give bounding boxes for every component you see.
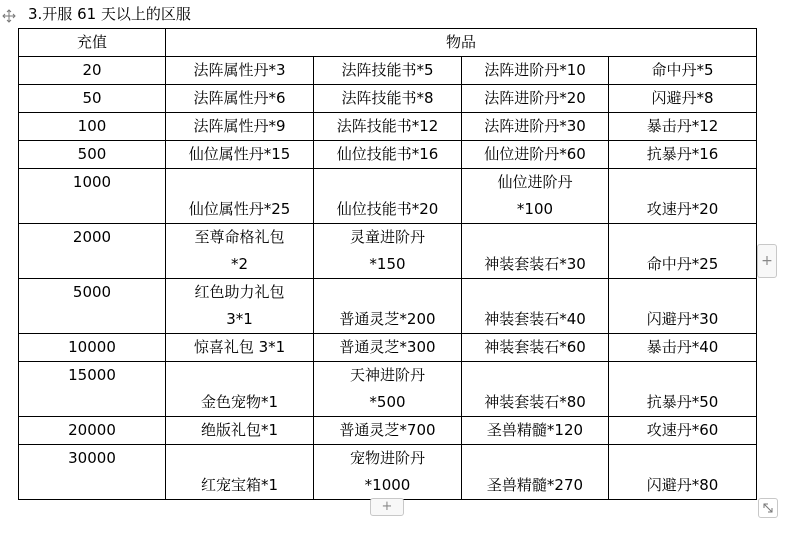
item-text: 圣兽精髓*120 (486, 421, 584, 439)
item-text: 仙位属性丹*15 (188, 145, 291, 163)
item-text: 神装套装石*30 (484, 255, 586, 273)
table-resize-handle[interactable] (758, 498, 778, 518)
item-cell[interactable] (314, 334, 462, 362)
recharge-amount-cell[interactable]: 50 (19, 85, 166, 113)
item-cell-lines (314, 224, 461, 278)
item-text (314, 169, 461, 196)
item-cell[interactable] (166, 57, 314, 85)
item-text: 闪避丹*30 (646, 310, 719, 328)
item-text: 攻速丹*60 (646, 421, 719, 439)
item-cell[interactable] (462, 141, 609, 169)
item-cell[interactable] (609, 224, 757, 279)
item-text: 红色助力礼包 (194, 283, 285, 301)
item-text: 普通灵芝*300 (339, 338, 436, 356)
item-cell-lines (462, 417, 608, 444)
table-move-handle[interactable] (1, 8, 17, 24)
item-cell-lines (166, 113, 313, 140)
item-text: 金色宠物*1 (200, 393, 279, 411)
item-text: 闪避丹*8 (651, 89, 714, 107)
table-row (19, 169, 757, 224)
item-text: 绝版礼包*1 (200, 421, 279, 439)
item-cell-lines (462, 113, 608, 140)
item-cell[interactable] (166, 279, 314, 334)
item-cell-lines (314, 279, 461, 333)
item-cell[interactable] (609, 141, 757, 169)
item-cell-lines (609, 113, 756, 140)
item-cell-lines (462, 85, 608, 112)
table-row (19, 362, 757, 417)
table-row (19, 224, 757, 279)
item-cell[interactable] (609, 445, 757, 500)
table-row (19, 445, 757, 500)
item-cell[interactable] (166, 141, 314, 169)
table-row (19, 113, 757, 141)
item-text (609, 445, 756, 472)
recharge-amount-cell[interactable]: 30000 (19, 445, 166, 500)
item-cell-lines (462, 224, 608, 278)
item-text (462, 224, 608, 251)
item-cell[interactable] (462, 334, 609, 362)
item-cell-lines (462, 279, 608, 333)
add-column-button[interactable]: + (757, 244, 777, 278)
item-cell-lines (166, 224, 313, 278)
item-cell-lines (462, 445, 608, 499)
item-text: 攻速丹*20 (646, 200, 719, 218)
item-text: 命中丹*25 (646, 255, 719, 273)
item-cell[interactable] (462, 169, 609, 224)
item-cell-lines (314, 57, 461, 84)
item-cell[interactable] (609, 113, 757, 141)
item-text: 普通灵芝*700 (339, 421, 436, 439)
recharge-amount-cell[interactable]: 2000 (19, 224, 166, 279)
item-text (314, 279, 461, 306)
table-row (19, 57, 757, 85)
item-text: *1000 (364, 476, 411, 494)
item-cell-lines (462, 362, 608, 416)
item-cell-lines (166, 169, 313, 223)
item-cell-lines (609, 169, 756, 223)
item-text: *150 (369, 255, 406, 273)
item-cell[interactable] (462, 57, 609, 85)
item-text: 神装套装石*60 (484, 338, 586, 356)
item-cell-lines (314, 169, 461, 223)
item-cell[interactable] (314, 279, 462, 334)
item-cell-lines (314, 334, 461, 361)
item-text (166, 362, 313, 389)
item-cell-lines (609, 141, 756, 168)
item-cell[interactable] (166, 113, 314, 141)
item-cell[interactable] (166, 417, 314, 445)
item-cell[interactable] (314, 362, 462, 417)
item-cell-lines (314, 85, 461, 112)
item-cell[interactable] (462, 113, 609, 141)
item-cell[interactable] (462, 85, 609, 113)
header-recharge[interactable]: 充值 (19, 29, 166, 57)
item-cell[interactable] (462, 445, 609, 500)
item-cell[interactable] (609, 417, 757, 445)
item-text: 圣兽精髓*270 (486, 476, 584, 494)
item-text: 法阵属性丹*9 (193, 117, 286, 135)
item-text: 闪避丹*80 (646, 476, 719, 494)
item-text: 宠物进阶丹 (349, 449, 425, 467)
item-cell-lines (314, 417, 461, 444)
move-icon (2, 9, 16, 23)
item-text: 暴击丹*40 (646, 338, 719, 356)
item-text: 法阵技能书*5 (341, 61, 434, 79)
recharge-amount-cell[interactable]: 100 (19, 113, 166, 141)
item-cell[interactable] (314, 57, 462, 85)
item-cell-lines (166, 141, 313, 168)
item-cell[interactable] (314, 113, 462, 141)
item-text: *2 (230, 255, 249, 273)
item-cell[interactable] (314, 85, 462, 113)
item-text: 法阵属性丹*6 (193, 89, 286, 107)
item-cell-lines (609, 57, 756, 84)
item-text: *500 (369, 393, 406, 411)
item-text: 神装套装石*40 (484, 310, 586, 328)
item-cell-lines (609, 334, 756, 361)
item-cell-lines (462, 141, 608, 168)
item-text: 法阵进阶丹*30 (484, 117, 586, 135)
item-cell[interactable] (314, 141, 462, 169)
item-cell-lines (166, 334, 313, 361)
item-text: 法阵进阶丹*10 (484, 61, 586, 79)
item-cell-lines (314, 445, 461, 499)
item-cell[interactable] (462, 417, 609, 445)
item-text (609, 279, 756, 306)
item-text: 3*1 (226, 310, 253, 328)
item-cell[interactable] (166, 169, 314, 224)
item-text: 仙位技能书*20 (336, 200, 439, 218)
item-text: 法阵进阶丹*20 (484, 89, 586, 107)
item-cell-lines (462, 57, 608, 84)
item-text: 天神进阶丹 (349, 366, 425, 384)
section-heading: 3.开服 61 天以上的区服 (28, 5, 191, 23)
item-cell-lines (314, 113, 461, 140)
recharge-amount-cell[interactable]: 20 (19, 57, 166, 85)
item-cell-lines (166, 362, 313, 416)
item-cell-lines (609, 362, 756, 416)
item-cell[interactable] (609, 362, 757, 417)
item-cell-lines (609, 85, 756, 112)
item-text: 法阵技能书*12 (336, 117, 439, 135)
recharge-amount-cell[interactable]: 10000 (19, 334, 166, 362)
item-cell[interactable] (609, 169, 757, 224)
recharge-amount-cell[interactable]: 500 (19, 141, 166, 169)
item-cell[interactable] (462, 279, 609, 334)
item-text: 至尊命格礼包 (194, 228, 285, 246)
item-cell-lines (314, 362, 461, 416)
item-cell-lines (609, 417, 756, 444)
item-text (609, 169, 756, 196)
recharge-amount-cell[interactable]: 20000 (19, 417, 166, 445)
table-row (19, 279, 757, 334)
item-cell[interactable] (462, 224, 609, 279)
recharge-amount-cell[interactable]: 5000 (19, 279, 166, 334)
item-cell[interactable] (314, 445, 462, 500)
item-cell-lines (609, 224, 756, 278)
item-cell-lines (609, 279, 756, 333)
item-cell[interactable] (609, 334, 757, 362)
item-cell-lines (462, 334, 608, 361)
item-text (166, 445, 313, 472)
item-cell[interactable] (166, 334, 314, 362)
item-cell-lines (462, 169, 608, 223)
item-text: 仙位进阶丹 (497, 173, 573, 191)
item-text: 仙位进阶丹*60 (484, 145, 586, 163)
item-text: 仙位技能书*16 (336, 145, 439, 163)
recharge-rewards-table (18, 28, 757, 500)
item-cell-lines (609, 445, 756, 499)
item-cell[interactable] (166, 85, 314, 113)
item-cell[interactable] (609, 85, 757, 113)
item-text (462, 279, 608, 306)
resize-icon (762, 502, 774, 514)
item-cell-lines (314, 141, 461, 168)
item-cell[interactable] (609, 57, 757, 85)
item-cell-lines (166, 279, 313, 333)
item-cell-lines (166, 445, 313, 499)
item-text: 仙位属性丹*25 (188, 200, 291, 218)
table-row (19, 334, 757, 362)
item-text: 惊喜礼包 3*1 (193, 338, 286, 356)
item-text: 神装套装石*80 (484, 393, 586, 411)
item-cell[interactable] (609, 279, 757, 334)
item-cell[interactable] (462, 362, 609, 417)
item-cell[interactable] (314, 224, 462, 279)
table-row (19, 141, 757, 169)
item-text: 普通灵芝*200 (339, 310, 436, 328)
item-cell-lines (166, 417, 313, 444)
item-cell[interactable] (166, 224, 314, 279)
recharge-amount-cell[interactable]: 1000 (19, 169, 166, 224)
item-text (609, 362, 756, 389)
item-text: 红宠宝箱*1 (200, 476, 279, 494)
table-header-row (19, 29, 757, 57)
item-text: 抗暴丹*16 (646, 145, 719, 163)
item-text: 暴击丹*12 (646, 117, 719, 135)
item-text: 法阵属性丹*3 (193, 61, 286, 79)
recharge-amount-cell[interactable]: 15000 (19, 362, 166, 417)
item-text (462, 362, 608, 389)
item-text: 命中丹*5 (651, 61, 714, 79)
add-row-button[interactable]: + (370, 498, 404, 516)
item-text (462, 445, 608, 472)
header-items[interactable]: 物品 (166, 29, 757, 57)
item-cell[interactable] (314, 417, 462, 445)
item-cell-lines (166, 85, 313, 112)
item-cell[interactable] (166, 445, 314, 500)
item-text (609, 224, 756, 251)
item-text: *100 (516, 200, 554, 218)
item-text: 抗暴丹*50 (646, 393, 719, 411)
item-text: 灵童进阶丹 (349, 228, 425, 246)
item-text (166, 169, 313, 196)
item-cell[interactable] (314, 169, 462, 224)
table-row (19, 417, 757, 445)
item-cell-lines (166, 57, 313, 84)
item-text: 法阵技能书*8 (341, 89, 434, 107)
item-cell[interactable] (166, 362, 314, 417)
table-row (19, 85, 757, 113)
